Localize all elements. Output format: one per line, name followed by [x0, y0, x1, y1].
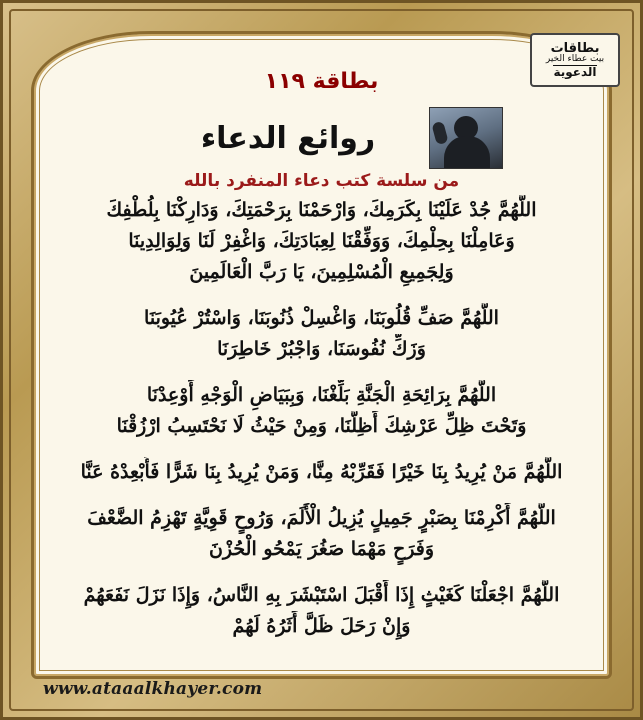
dua-paragraph — [43, 503, 600, 565]
dua-line: وَإِنْ رَحَلَ ظَلَّ أَثَرُهُ لَهُمْ — [232, 615, 411, 637]
dua-paragraph — [43, 303, 600, 365]
dua-line: اللَّهُمَّ بِرَائِحَةِ الْجَنَّةِ بَلِّغْنَا، وَبِبَيَاضِ الْوَجْهِ أَوْعِدْنَا — [146, 384, 497, 406]
website-url: www.ataaalkhayer.com — [43, 679, 263, 699]
card-number: بطاقة ١١٩ — [264, 69, 379, 94]
dua-paragraph — [43, 195, 600, 288]
dua-paragraph — [43, 580, 600, 642]
dua-line: اللَّهُمَّ صَفِّ قُلُوبَنَا، وَاغْسِلْ ذُنُوبَنَا، وَاسْتُرْ عُيُوبَنَا — [144, 307, 499, 329]
logo-line-3: الدعوية — [553, 64, 597, 79]
dua-line: اللَّهُمَّ اجْعَلْنَا كَغَيْثٍ إِذَا أَقْبَلَ اسْتَبْشَرَ بِهِ النَّاسُ، وَإِذَا نَزَلَ نَفَعَهُمْ — [83, 584, 560, 606]
logo-line-1: بطاقات — [550, 40, 600, 56]
dua-line: وَفَرَحٍ مَهْمَا صَغُرَ يَمْحُو الْحُزْنَ — [208, 538, 435, 560]
praying-person-image — [429, 107, 503, 169]
dua-line: وَزَكِّ نُفُوسَنَا، وَاجْبُرْ خَاطِرَنَا — [217, 338, 426, 360]
dua-line: وَعَامِلْنَا بِحِلْمِكَ، وَوَفِّقْنَا لِعِبَادَتِكَ، وَاغْفِرْ لَنَا وَلِوَالِدِينَا — [128, 230, 515, 252]
dua-line: اللَّهُمَّ أَكْرِمْنَا بِصَبْرٍ جَمِيلٍ يُزِيلُ الْأَلَمَ، وَرُوحٍ قَوِيَّةٍ تَهْزِمُ الضَّعْفَ — [87, 507, 556, 529]
logo-line-2: بيت عطاء الخير — [545, 54, 605, 65]
dua-line: اللَّهُمَّ مَنْ يُرِيدُ بِنَا خَيْرًا فَقَرِّبْهُ مِنَّا، وَمَنْ يُرِيدُ بِنَا شَرًّا فَأَبْعِدْهُ عَنَّا — [80, 461, 563, 483]
page-title: روائع الدعاء — [200, 121, 376, 156]
dua-line: وَلِجَمِيعِ الْمُسْلِمِينَ، يَا رَبَّ الْعَالَمِينَ — [189, 261, 454, 283]
subtitle: من سلسة كتب دعاء المنفرد بالله — [183, 171, 460, 191]
dua-line: اللَّهُمَّ جُدْ عَلَيْنَا بِكَرَمِكَ، وَارْحَمْنَا بِرَحْمَتِكَ، وَدَارِكْنَا بِلُطْفِكَ — [106, 199, 537, 221]
dua-paragraph — [43, 380, 600, 442]
dua-paragraph — [43, 457, 600, 488]
dua-line: وَتَحْتَ ظِلِّ عَرْشِكَ أَظِلَّنَا، وَمِنْ حَيْثُ لَا نَحْتَسِبُ ارْزُقْنَا — [116, 415, 527, 437]
title-area — [163, 107, 503, 169]
dua-text — [43, 195, 600, 642]
